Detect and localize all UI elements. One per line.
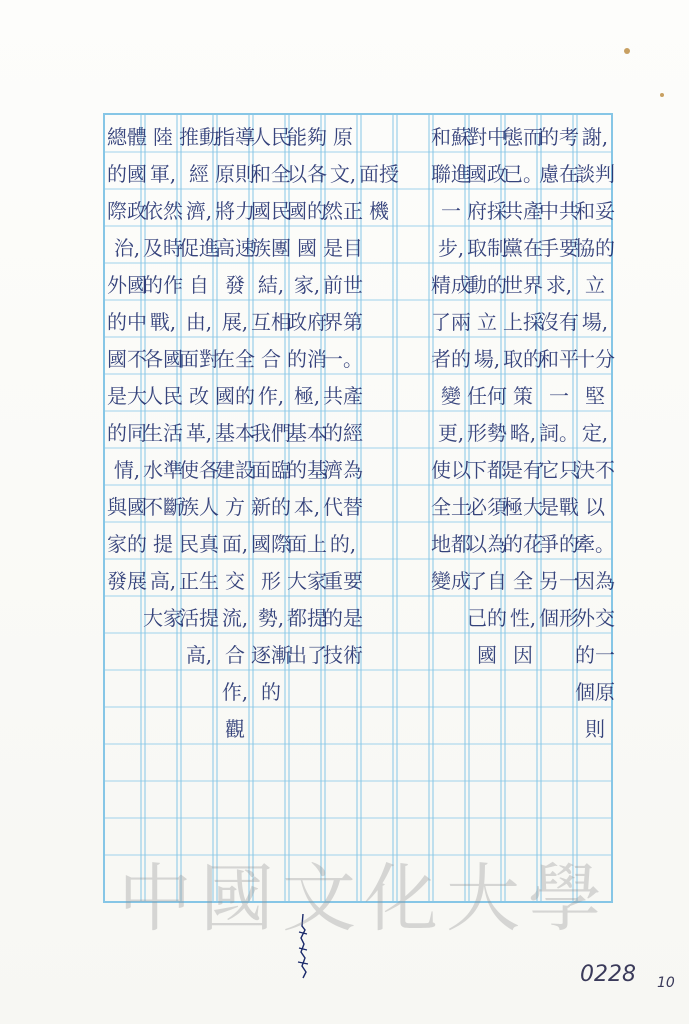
text-column-12: 推動經濟,促進自由,面對改革,使各族人民真正生活提高, (179, 125, 219, 667)
text-column-8: 原文,然正是目前世界第一。共產的經濟為代替的,重要的是技術 (323, 125, 363, 667)
text-column-13: 陸軍,依然及時的作戰,各國人民生活水準不斷提高,大家 (143, 125, 183, 630)
text-column-7: 面授機 (359, 162, 399, 223)
paper-speck (660, 93, 664, 97)
sheet-number: 10 (657, 975, 675, 991)
text-column-5: 和蘇聯進一步,精成了兩者的變更,使以全土地都變成 (431, 125, 471, 593)
text-column-10: 人民和全國民族團結,互相合作,我們面臨新的國際形勢,逐漸的 (251, 125, 291, 704)
text-column-11: 指導原則將力高速發展,在全國的基本建設方面,交流,合作,觀 (215, 125, 255, 741)
text-column-14: 總體的國際政治,外國的中國不是大的同情,與國家的發展 (107, 125, 147, 593)
manuscript-grid (103, 113, 613, 903)
text-column-3: 態而已。共產黨在世界上採取的策略,是有極大的花全性,因 (503, 125, 543, 667)
text-column-9: 能夠以各國的國家,政府的消極,基本的基本,面上大家都提出了 (287, 125, 327, 667)
university-watermark: 中國文化大學 (118, 856, 610, 942)
page-number: 0228 (580, 962, 636, 987)
text-column-1: 謝,談判和妥協的立場,十分堅定,決不以牽。因為外交的一個原則 (575, 125, 615, 741)
text-column-4: 對中國政府採取制動的立場,任何形勢下都必須以為了自己的國 (467, 125, 507, 667)
text-column-2: 的考慮在中共手要求,沒有和平一詞。它只是戰爭的另一個形 (539, 125, 579, 630)
paper-speck (624, 48, 630, 54)
text-columns (105, 115, 615, 901)
